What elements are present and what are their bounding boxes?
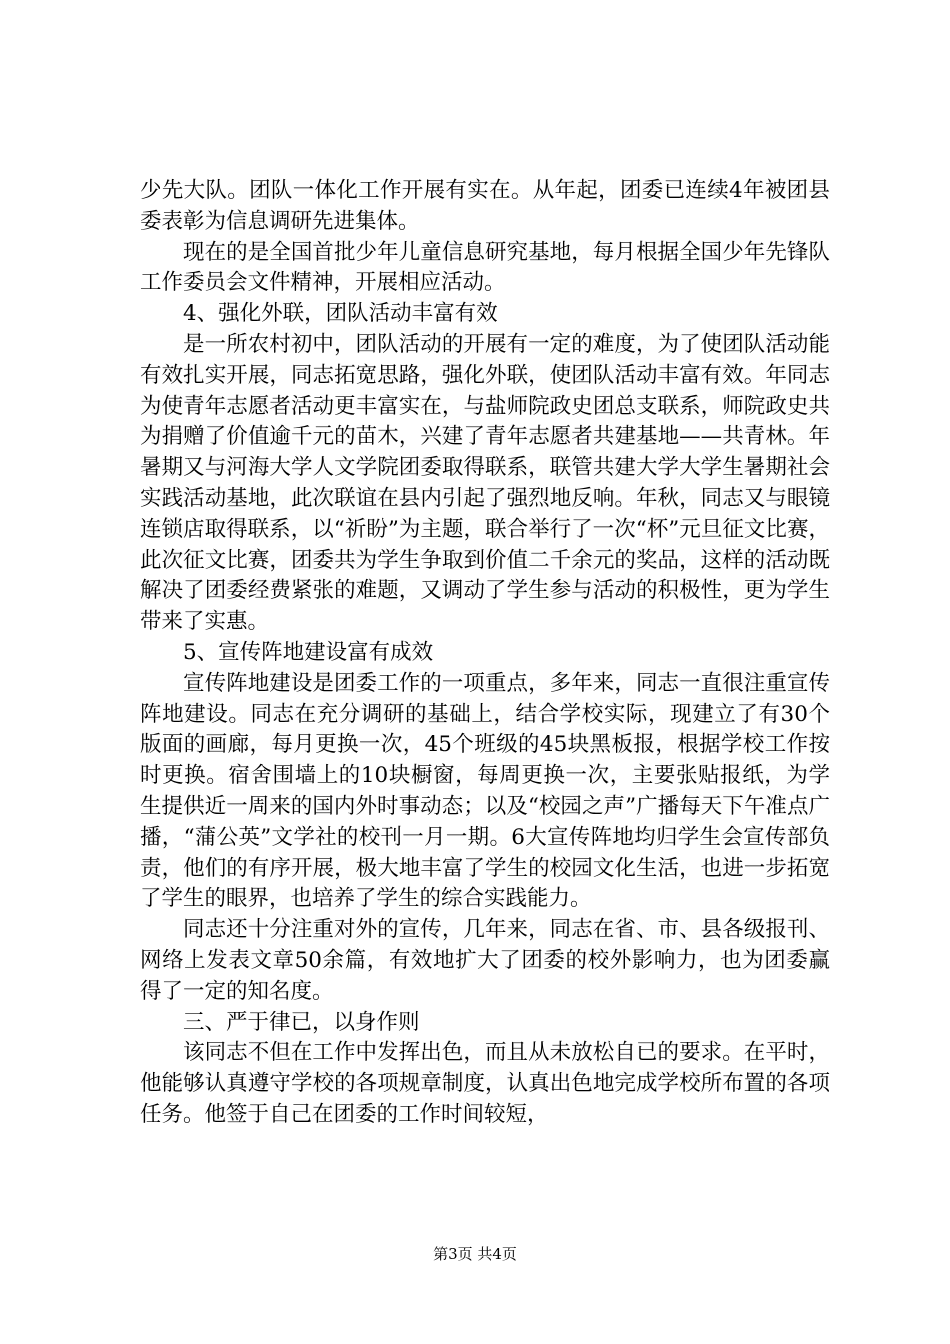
page-footer: 第3页 共4页 [433, 1245, 517, 1263]
paragraph-3: 是一所农村初中，团队活动的开展有一定的难度，为了使团队活动能有效扎实开展，同志拓宽思路，强化外联，使团队活动丰富有效。年同志为使青年志愿者活动更丰富实在，与盐师院政史团总支联系，师院政史共为捐赠了价值逾千元的苗木，兴建了青年志愿者共建基地——共青林。年暑期又与河海大学人文学院团委取得联系，联管共建大学大学生暑期社会实践活动基地，此次联谊在县内引起了强烈地反响。年秋，同志又与眼镜连锁店取得联系，以“祈盼”为主题，联合举行了一次“杯”元旦征文比赛，此次征文比赛，团委共为学生争取到价值二千余元的奖品，这样的活动既解决了团委经费紧张的难题，又调动了学生参与活动的积极性，更为学生带来了实惠。 [140, 331, 830, 635]
document-body [140, 176, 830, 1131]
section-heading-5: 5、宣传阵地建设富有成效 [183, 639, 434, 665]
section-heading-3: 三、严于律已，以身作则 [183, 1009, 420, 1035]
paragraph-5: 同志还十分注重对外的宣传，几年来，同志在省、市、县各级报刊、网络上发表文章50余篇，有效地扩大了团委的校外影响力，也为团委赢得了一定的知名度。 [140, 917, 830, 1004]
paragraph-4: 宣传阵地建设是团委工作的一项重点，多年来，同志一直很注重宣传阵地建设。同志在充分调研的基础上，结合学校实际，现建立了有30个版面的画廊，每月更换一次，45个班级的45块黑板报，根据学校工作按时更换。宿舍围墙上的10块橱窗，每周更换一次，主要张贴报纸，为学生提供近一周来的国内外时事动态；以及“校园之声”广播每天下午准点广播，“蒲公英”文学社的校刊一月一期。6大宣传阵地均归学生会宣传部负责，他们的有序开展，极大地丰富了学生的校园文化生活，也进一步拓宽了学生的眼界，也培养了学生的综合实践能力。 [140, 670, 830, 912]
paragraph-2: 现在的是全国首批少年儿童信息研究基地，每月根据全国少年先锋队工作委员会文件精神，开展相应活动。 [140, 239, 830, 296]
paragraph-1: 少先大队。团队一体化工作开展有实在。从年起，团委已连续4年被团县委表彰为信息调研先进集体。 [140, 178, 830, 234]
paragraph-6: 该同志不但在工作中发挥出色，而且从未放松自已的要求。在平时，他能够认真遵守学校的各项规章制度，认真出色地完成学校所布置的各项任务。他签于自己在团委的工作时间较短， [140, 1040, 830, 1127]
section-heading-4: 4、强化外联，团队活动丰富有效 [183, 301, 498, 327]
